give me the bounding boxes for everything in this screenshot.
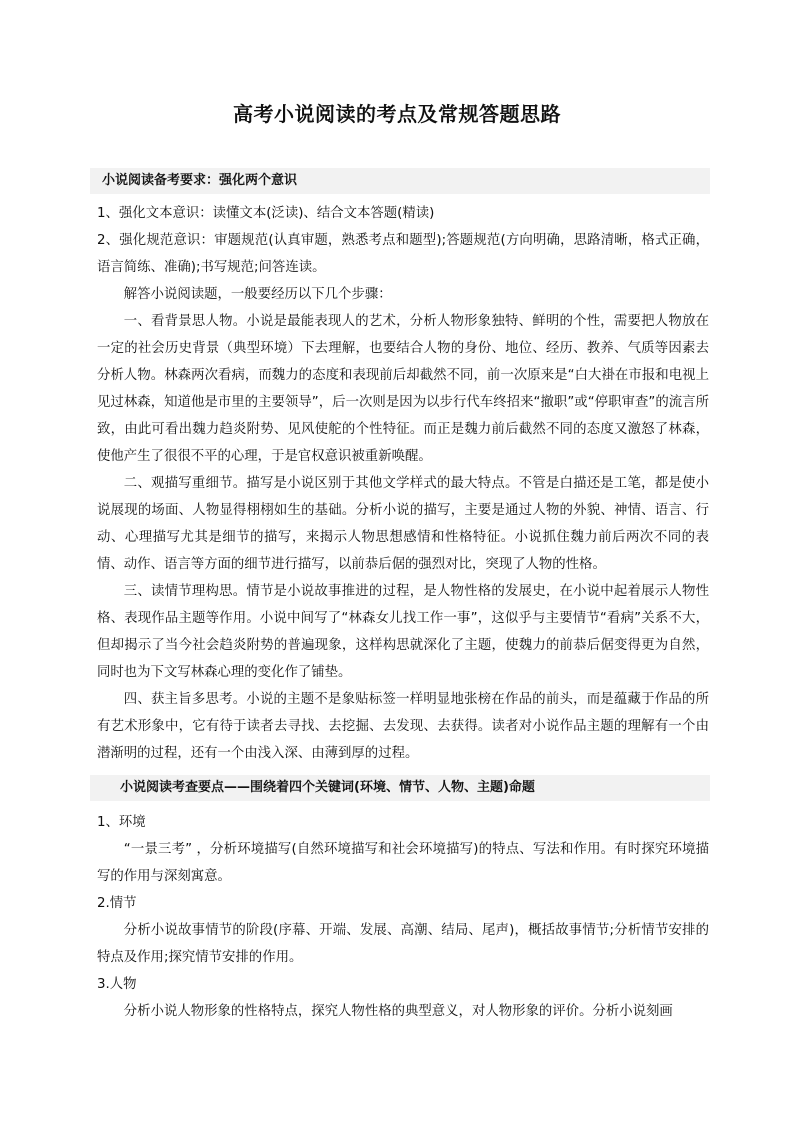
step-paragraph: 三、读情节理构思。情节是小说故事推进的过程，是人物性格的发展史，在小说中起着展示人物性格、表现作品主题等作用。小说中间写了“林森女儿找工作一事”，这似乎与主要情节“看病”关系不大，但却揭示了当今社会趋炎附势的普遍现象，这样构思就深化了主题，使魏力的前恭后倨变得更为自然，同时也为下文写林森心理的变化作了铺垫。	[97, 584, 709, 680]
key-points-body	[97, 809, 709, 1025]
step-paragraph: 二、观描写重细节。描写是小说区别于其他文学样式的最大特点。不管是白描还是工笔，都是使小说展现的场面、人物显得栩栩如生的基础。分析小说的描写，主要是通过人物的外貌、神情、语言、行动、心理描写尤其是细节的描写，来揭示人物思想感情和性格特征。小说抓住魏力前后两次不同的表情、动作、语言等方面的细节进行描写，以前恭后倨的强烈对比，突现了人物的性格。	[97, 476, 709, 572]
point-label-plot: 2.情节	[97, 896, 137, 911]
steps-intro: 解答小说阅读题，一般要经历以下几个步骤：	[123, 287, 392, 302]
requirement-item: 2、强化规范意识：审题规范(认真审题，熟悉考点和题型);答题规范(方向明确，思路清晰，格式正确，语言简练、准确);书写规范;问答连读。	[97, 233, 709, 275]
point-text-environment: “一景三考” ，分析环境描写(自然环境描写和社会环境描写)的特点、写法和作用。有时探究环境描写的作用与深刻寓意。	[97, 842, 709, 884]
requirement-item: 1、强化文本意识：读懂文本(泛读)、结合文本答题(精读)	[97, 206, 435, 221]
point-text-character: 分析小说人物形象的性格特点，探究人物性格的典型意义，对人物形象的评价。分析小说刻画	[123, 1004, 673, 1019]
page-title: 高考小说阅读的考点及常规答题思路	[233, 102, 561, 126]
step-paragraph: 四、获主旨多思考。小说的主题不是象贴标签一样明显地张榜在作品的前头，而是蕴藏于作品的所有艺术形象中，它有待于读者去寻找、去挖掘、去发现、去获得。读者对小说作品主题的理解有一个由潜渐明的过程，还有一个由浅入深、由薄到厚的过程。	[97, 692, 709, 761]
step-paragraph: 一、看背景思人物。小说是最能表现人的艺术，分析人物形象独特、鲜明的个性，需要把人物放在一定的社会历史背景（典型环境）下去理解，也要结合人物的身份、地位、经历、教养、气质等因素去分析人物。林森两次看病，而魏力的态度和表现前后却截然不同，前一次原来是“白大褂在市报和电视上见过林森，知道他是市里的主要领导”，后一次则是因为以步行代车终招来“撤职”或“停职审查”的流言所致，由此可看出魏力趋炎附势、见风使舵的个性特征。而正是魏力前后截然不同的态度又激怒了林森，使他产生了很很不平的心理，于是官权意识被重新唤醒。	[97, 314, 709, 464]
point-label-environment: 1、环境	[97, 815, 146, 830]
section-heading-requirements: 小说阅读备考要求：强化两个意识	[90, 168, 710, 194]
point-label-character: 3.人物	[97, 977, 137, 992]
point-text-plot: 分析小说故事情节的阶段(序幕、开端、发展、高潮、结局、尾声)，概括故事情节;分析情节安排的特点及作用;探究情节安排的作用。	[97, 923, 709, 965]
requirements-body	[97, 200, 709, 767]
section-heading-key-points: 小说阅读考查要点——围绕着四个关键词(环境、情节、人物、主题)命题	[90, 775, 710, 801]
